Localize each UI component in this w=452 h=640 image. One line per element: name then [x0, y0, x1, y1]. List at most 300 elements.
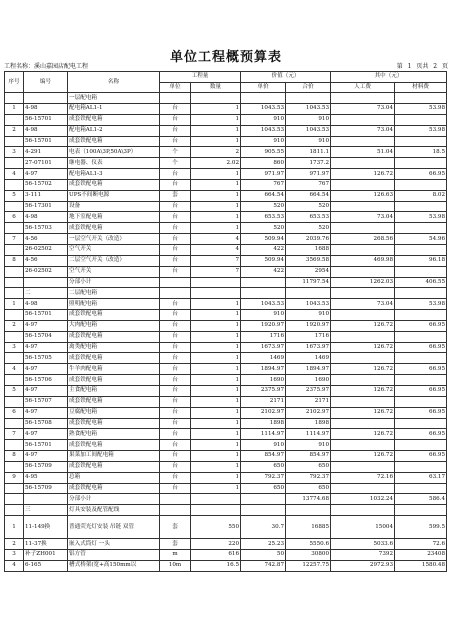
row-material	[395, 418, 447, 429]
row-labor	[331, 266, 395, 277]
row-labor: 126.72	[331, 364, 395, 375]
row-name: 二层空气开关（改造）	[68, 255, 160, 266]
row-unit: 个	[160, 158, 191, 169]
row-code: 6-165	[24, 560, 68, 571]
row-total: 13774.68	[286, 494, 331, 505]
row-unit: 台	[160, 385, 191, 396]
row-unit: 台	[160, 114, 191, 125]
row-quantity: 1	[191, 375, 241, 386]
row-labor: 268.56	[331, 234, 395, 245]
row-quantity: 2	[191, 147, 241, 158]
table-row	[5, 440, 447, 451]
row-quantity	[191, 93, 241, 104]
row-material	[395, 201, 447, 212]
row-total: 5550.6	[286, 539, 331, 550]
row-total: 910	[286, 310, 331, 321]
row-unit-price	[241, 494, 286, 505]
row-name: 二层配电箱	[68, 288, 160, 299]
row-unit: 台	[160, 245, 191, 256]
row-unit-price: 520	[241, 201, 286, 212]
row-material: 66.95	[395, 429, 447, 440]
row-quantity: 616	[191, 549, 241, 560]
row-code: 4-56	[24, 234, 68, 245]
row-total: 653.53	[286, 212, 331, 223]
row-name: 分部小计	[68, 494, 160, 505]
row-name: 成套铁配电箱	[68, 136, 160, 147]
row-name: 成套铁配电箱	[68, 375, 160, 386]
row-name: 继电器、仪表	[68, 158, 160, 169]
row-labor: 5033.6	[331, 539, 395, 550]
row-material: 54.96	[395, 234, 447, 245]
row-name: 牛羊肉配电箱	[68, 364, 160, 375]
row-total: 30800	[286, 549, 331, 560]
row-labor	[331, 375, 395, 386]
row-name: 分部小计	[68, 277, 160, 288]
row-quantity: 1	[191, 125, 241, 136]
row-material	[395, 223, 447, 234]
row-quantity: 1	[191, 472, 241, 483]
row-labor: 73.04	[331, 299, 395, 310]
row-total: 767	[286, 179, 331, 190]
row-name: UPS不间断电源	[68, 190, 160, 201]
row-unit	[160, 93, 191, 104]
row-unit: 套	[160, 516, 191, 539]
row-material: 53.98	[395, 299, 447, 310]
row-labor	[331, 440, 395, 451]
row-unit-price: 792.37	[241, 472, 286, 483]
row-labor	[331, 93, 395, 104]
row-quantity: 1	[191, 396, 241, 407]
row-seq	[5, 461, 24, 472]
row-total: 1716	[286, 331, 331, 342]
row-unit-price: 971.97	[241, 169, 286, 180]
row-name: 总箱	[68, 472, 160, 483]
row-unit-price: 422	[241, 245, 286, 256]
row-labor: 1032.24	[331, 494, 395, 505]
row-code: 4-97	[24, 320, 68, 331]
table-row	[5, 451, 447, 462]
row-seq	[5, 266, 24, 277]
row-quantity: 4	[191, 245, 241, 256]
table-row	[5, 158, 447, 169]
table-row	[5, 104, 447, 115]
row-quantity: 1	[191, 353, 241, 364]
row-total: 520	[286, 223, 331, 234]
row-labor: 7392	[331, 549, 395, 560]
row-material: 66.95	[395, 320, 447, 331]
row-material	[395, 375, 447, 386]
row-total: 1898	[286, 418, 331, 429]
row-unit: 台	[160, 440, 191, 451]
row-name: 成套铁配电箱	[68, 353, 160, 364]
table-row	[5, 288, 447, 299]
row-name: 灯具安装及配管配线	[68, 505, 160, 516]
row-seq	[5, 223, 24, 234]
row-unit: 台	[160, 429, 191, 440]
row-unit-price: 2171	[241, 396, 286, 407]
row-labor: 126.72	[331, 320, 395, 331]
row-labor: 1262.03	[331, 277, 395, 288]
row-seq	[5, 136, 24, 147]
row-seq: 7	[5, 429, 24, 440]
row-name: 配电箱AL1-1	[68, 104, 160, 115]
row-material	[395, 288, 447, 299]
row-seq	[5, 440, 24, 451]
row-unit: 台	[160, 299, 191, 310]
row-unit-price: 422	[241, 266, 286, 277]
row-labor: 126.72	[331, 169, 395, 180]
row-unit-price: 742.87	[241, 560, 286, 571]
row-code: 11-149换	[24, 516, 68, 539]
row-seq	[5, 245, 24, 256]
row-material: 406.55	[395, 277, 447, 288]
estimate-table	[4, 71, 447, 572]
row-name: 果菜加工间配电箱	[68, 451, 160, 462]
row-unit-price: 1673.97	[241, 342, 286, 353]
header-code: 编号	[24, 72, 68, 93]
row-labor: 15004	[331, 516, 395, 539]
row-unit: m	[160, 549, 191, 560]
row-seq: 1	[5, 299, 24, 310]
row-seq: 3	[5, 549, 24, 560]
row-labor	[331, 418, 395, 429]
table-row	[5, 364, 447, 375]
row-total: 910	[286, 440, 331, 451]
row-labor	[331, 396, 395, 407]
row-seq	[5, 505, 24, 516]
row-code: 26-02502	[24, 245, 68, 256]
row-name: 主食配电箱	[68, 385, 160, 396]
row-code: 4-97	[24, 364, 68, 375]
row-material	[395, 245, 447, 256]
row-seq	[5, 396, 24, 407]
row-unit-price	[241, 93, 286, 104]
row-name: 地下室配电箱	[68, 212, 160, 223]
row-quantity: 220	[191, 539, 241, 550]
row-labor: 72.16	[331, 472, 395, 483]
table-row	[5, 245, 447, 256]
row-unit: 台	[160, 104, 191, 115]
row-material	[395, 396, 447, 407]
row-total: 2954	[286, 266, 331, 277]
table-row	[5, 418, 447, 429]
row-code: 4-97	[24, 169, 68, 180]
row-labor	[331, 245, 395, 256]
table-row	[5, 549, 447, 560]
row-name: 配电箱AL1-3	[68, 169, 160, 180]
row-code: 56-15701	[24, 440, 68, 451]
row-total: 1043.53	[286, 104, 331, 115]
row-code: 56-15705	[24, 353, 68, 364]
table-row	[5, 385, 447, 396]
row-unit: 台	[160, 266, 191, 277]
row-labor: 126.72	[331, 429, 395, 440]
table-row	[5, 472, 447, 483]
row-total: 1690	[286, 375, 331, 386]
row-seq	[5, 201, 24, 212]
row-code: 26-02502	[24, 266, 68, 277]
row-unit: 台	[160, 331, 191, 342]
row-total: 650	[286, 461, 331, 472]
row-labor	[331, 179, 395, 190]
row-quantity: 1	[191, 483, 241, 494]
table-row	[5, 179, 447, 190]
row-total: 1688	[286, 245, 331, 256]
row-material: 1580.48	[395, 560, 447, 571]
table-row	[5, 190, 447, 201]
row-code: 3-111	[24, 190, 68, 201]
row-code: 56-15701	[24, 136, 68, 147]
row-unit: 台	[160, 375, 191, 386]
row-name: 成套铁配电箱	[68, 396, 160, 407]
row-unit: 台	[160, 407, 191, 418]
row-material	[395, 353, 447, 364]
row-quantity: 1	[191, 429, 241, 440]
table-row	[5, 114, 447, 125]
table-row	[5, 539, 447, 550]
row-labor: 469.98	[331, 255, 395, 266]
row-name: 一层空气开关（改造）	[68, 234, 160, 245]
header-unit: 单位	[160, 82, 191, 93]
row-seq: 2	[5, 539, 24, 550]
row-labor: 126.72	[331, 385, 395, 396]
row-quantity: 550	[191, 516, 241, 539]
row-seq: 8	[5, 255, 24, 266]
table-body	[5, 93, 447, 571]
table-row	[5, 125, 447, 136]
row-unit-price: 30.7	[241, 516, 286, 539]
row-labor	[331, 483, 395, 494]
row-code: 4-98	[24, 104, 68, 115]
row-labor: 73.04	[331, 212, 395, 223]
row-name: 成套铁配电箱	[68, 223, 160, 234]
row-total	[286, 505, 331, 516]
row-material	[395, 310, 447, 321]
table-row	[5, 234, 447, 245]
row-code: 4-97	[24, 451, 68, 462]
table-row	[5, 277, 447, 288]
row-labor: 126.63	[331, 190, 395, 201]
row-code: 4-291	[24, 147, 68, 158]
row-name: 槽式桥架(宽+高150mm以	[68, 560, 160, 571]
row-unit-price: 910	[241, 310, 286, 321]
row-name: 成套铁配电箱	[68, 179, 160, 190]
header-of-which-group: 其中（元）	[331, 72, 447, 83]
row-unit: 台	[160, 223, 191, 234]
row-unit: 个	[160, 147, 191, 158]
row-labor: 51.04	[331, 147, 395, 158]
row-labor	[331, 310, 395, 321]
row-unit: 台	[160, 136, 191, 147]
header-unit-price: 单价	[241, 82, 286, 93]
row-material: 66.95	[395, 364, 447, 375]
row-quantity: 1	[191, 114, 241, 125]
row-seq: 9	[5, 472, 24, 483]
row-material: 96.18	[395, 255, 447, 266]
row-unit-price: 509.94	[241, 234, 286, 245]
row-total: 1114.97	[286, 429, 331, 440]
row-seq: 2	[5, 320, 24, 331]
table-row	[5, 516, 447, 539]
row-unit: 台	[160, 342, 191, 353]
project-name: 工程名称：溪山嘉园店配电工程	[4, 63, 89, 70]
row-material	[395, 266, 447, 277]
table-row	[5, 223, 447, 234]
header-quantity: 数量	[191, 82, 241, 93]
row-total: 971.97	[286, 169, 331, 180]
row-unit-price: 910	[241, 440, 286, 451]
row-material	[395, 136, 447, 147]
row-code: 补子ZH001	[24, 549, 68, 560]
row-seq: 2	[5, 125, 24, 136]
row-code: 4-97	[24, 342, 68, 353]
table-row	[5, 299, 447, 310]
row-code: 27-07101	[24, 158, 68, 169]
row-unit: 台	[160, 418, 191, 429]
row-code: 56-15701	[24, 114, 68, 125]
row-quantity: 1	[191, 451, 241, 462]
row-total: 1043.53	[286, 125, 331, 136]
row-quantity: 16.5	[191, 560, 241, 571]
row-unit-price: 1690	[241, 375, 286, 386]
header-name: 名称	[68, 72, 160, 93]
row-total: 2102.97	[286, 407, 331, 418]
row-unit-price: 910	[241, 114, 286, 125]
table-row	[5, 212, 447, 223]
row-unit-price	[241, 505, 286, 516]
row-name: 成套铁配电箱	[68, 483, 160, 494]
row-code: 4-56	[24, 255, 68, 266]
table-row	[5, 494, 447, 505]
row-labor	[331, 201, 395, 212]
row-labor	[331, 505, 395, 516]
row-seq: 1	[5, 104, 24, 115]
row-quantity: 1	[191, 104, 241, 115]
row-code: 56-15706	[24, 375, 68, 386]
row-name: 成套铁配电箱	[68, 310, 160, 321]
row-unit: 台	[160, 461, 191, 472]
row-unit: 台	[160, 483, 191, 494]
table-row	[5, 169, 447, 180]
row-seq: 8	[5, 451, 24, 462]
row-seq	[5, 353, 24, 364]
row-material: 23408	[395, 549, 447, 560]
row-unit	[160, 277, 191, 288]
row-seq: 4	[5, 364, 24, 375]
row-name: 空气开关	[68, 245, 160, 256]
row-material: 66.95	[395, 451, 447, 462]
row-unit-price: 520	[241, 223, 286, 234]
row-seq	[5, 494, 24, 505]
row-seq: 4	[5, 560, 24, 571]
row-total: 792.37	[286, 472, 331, 483]
row-labor	[331, 223, 395, 234]
row-quantity	[191, 288, 241, 299]
row-material	[395, 505, 447, 516]
row-total: 910	[286, 136, 331, 147]
table-row	[5, 342, 447, 353]
row-seq	[5, 375, 24, 386]
row-code: 56-15702	[24, 179, 68, 190]
row-unit: 台	[160, 125, 191, 136]
row-total: 910	[286, 114, 331, 125]
row-material: 599.5	[395, 516, 447, 539]
row-unit-price: 1894.97	[241, 364, 286, 375]
table-row	[5, 266, 447, 277]
row-total: 650	[286, 483, 331, 494]
row-unit-price: 860	[241, 158, 286, 169]
row-total: 1894.97	[286, 364, 331, 375]
row-labor	[331, 353, 395, 364]
row-material	[395, 461, 447, 472]
row-quantity: 1	[191, 385, 241, 396]
row-code: 56-17301	[24, 201, 68, 212]
row-code: 4-98	[24, 212, 68, 223]
row-unit: 台	[160, 451, 191, 462]
row-seq	[5, 93, 24, 104]
row-labor	[331, 461, 395, 472]
row-labor	[331, 331, 395, 342]
row-unit-price: 50	[241, 549, 286, 560]
row-labor	[331, 136, 395, 147]
header-material: 材料费	[395, 82, 447, 93]
header-labor: 人工费	[331, 82, 395, 93]
row-quantity: 1	[191, 223, 241, 234]
table-row	[5, 147, 447, 158]
row-total	[286, 93, 331, 104]
row-seq: 1	[5, 516, 24, 539]
row-seq	[5, 158, 24, 169]
row-quantity: 2.02	[191, 158, 241, 169]
row-material: 586.4	[395, 494, 447, 505]
row-quantity: 7	[191, 255, 241, 266]
row-unit: 台	[160, 396, 191, 407]
row-name: 铝方管	[68, 549, 160, 560]
row-quantity: 1	[191, 418, 241, 429]
row-unit	[160, 288, 191, 299]
row-total: 2375.97	[286, 385, 331, 396]
row-quantity: 1	[191, 331, 241, 342]
row-quantity: 7	[191, 266, 241, 277]
row-quantity: 1	[191, 440, 241, 451]
table-row	[5, 461, 447, 472]
row-labor	[331, 158, 395, 169]
row-total: 1673.97	[286, 342, 331, 353]
row-unit: 台	[160, 255, 191, 266]
row-name: 普通荧光灯安装 吊链 双管	[68, 516, 160, 539]
row-total: 1043.53	[286, 299, 331, 310]
row-material: 66.95	[395, 169, 447, 180]
row-code: 11-37换	[24, 539, 68, 550]
row-total: 16885	[286, 516, 331, 539]
row-seq	[5, 288, 24, 299]
row-material	[395, 93, 447, 104]
row-name: 大肉配电箱	[68, 320, 160, 331]
row-quantity: 1	[191, 364, 241, 375]
row-total	[286, 288, 331, 299]
row-unit-price: 509.94	[241, 255, 286, 266]
row-seq	[5, 418, 24, 429]
row-seq: 7	[5, 234, 24, 245]
row-total: 2039.76	[286, 234, 331, 245]
row-total: 1920.97	[286, 320, 331, 331]
row-quantity	[191, 494, 241, 505]
row-seq	[5, 114, 24, 125]
row-total: 1737.2	[286, 158, 331, 169]
row-code: 4-97	[24, 407, 68, 418]
row-unit-price: 2102.97	[241, 407, 286, 418]
table-row	[5, 396, 447, 407]
